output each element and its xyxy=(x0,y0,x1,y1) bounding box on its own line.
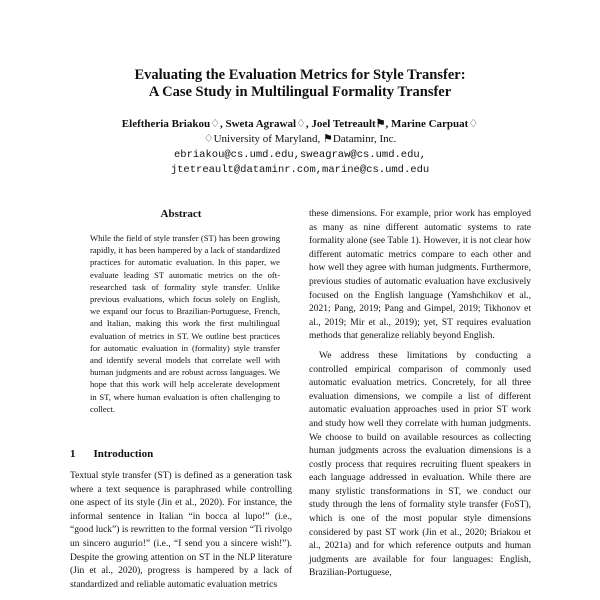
introduction-text: Textual style transfer (ST) is defined as a generation task where a text sequence is paraphrased while controlling one aspect of its style (Jin et al., 2020). For instance, the informal sentence in Italian “in bocca al lupo!” (i.e., “good luck”) is rewritten to the formal version “Ti rivolgo un sincero augurio!” (i.e., “I send you a sincere wish!”). Despite the growing attention on ST in the NLP literature (Jin et al., 2020), progress is hampered by a lack of standardized and reliable automatic evaluation metrics xyxy=(70,471,292,590)
paper-title-line-1: Evaluating the Evaluation Metrics for Style Transfer: xyxy=(134,67,466,83)
abstract-text: While the field of style transfer (ST) has been growing rapidly, it has been hampered by a lack of standardized practices for automatic evaluation. In this paper, we evaluate leading ST automatic metrics on the oft-researched task of formality style transfer. Unlike previous evaluations, which focus solely on English, we expand our focus to Brazilian-Portuguese, French, and Italian, making this work the first multilingual evaluation of metrics in ST. We outline best practices for automatic evaluation in (formality) style transfer and identify several models that correlate well with human judgments and are robust across languages. We hope that this work will help accelerate development in ST, where human evaluation is often challenging to collect. xyxy=(90,233,280,414)
section-heading-introduction xyxy=(70,448,171,460)
abstract-heading: Abstract xyxy=(160,208,202,220)
right-paragraph-2: We address these limitations by conducting a controlled empirical comparison of commonly used automatic evaluation metrics. Concretely, for all three evaluation dimensions, we compile a list of different automatic evaluation approaches used in prior ST work and study how well they correlate with human judgments. We choose to build on available resources as collecting human judgments across the evaluation dimensions is a costly process that requires recruiting fluent speakers in each language addressed in evaluation. While there are many stylistic transformations in ST, we conduct our study through the lens of formality style transfer (FoST), which is one of the most popular style dimensions considered by past ST work (Jin et al., 2020; Briakou et al., 2021a) and for which reference outputs and human judgments are available for four languages: English, Brazilian-Portuguese, xyxy=(309,350,531,579)
email-line-2: jtetreault@dataminr.com,marine@cs.umd.edu xyxy=(170,164,430,176)
affiliations: ♢University of Maryland, ⚑Dataminr, Inc. xyxy=(203,133,397,145)
paper-title-line-2: A Case Study in Multilingual Formality Transfer xyxy=(148,84,452,100)
author-list: Eleftheria Briakou♢, Sweta Agrawal♢, Joel Tetreault⚑, Marine Carpuat♢ xyxy=(121,118,479,130)
section-title: Introduction xyxy=(93,448,154,460)
right-paragraph-1: these dimensions. For example, prior work has employed as many as nine different automatic systems to rate formality alone (see Table 1). However, it is not clear how different automatic metrics compare to each other and how well they agree with human judgments. Furthermore, previous studies of automatic evaluation have exclusively focused on the English language (Yamshchikov et al., 2021; Pang, 2019; Pang and Gimpel, 2019; Tikhonov et al., 2019; Mir et al., 2019); yet, ST requires evaluation methods that generalize reliably beyond English. xyxy=(309,209,531,342)
section-number: 1 xyxy=(70,448,76,460)
right-column xyxy=(309,208,531,581)
email-line-1: ebriakou@cs.umd.edu,sweagraw@cs.umd.edu, xyxy=(173,149,427,161)
